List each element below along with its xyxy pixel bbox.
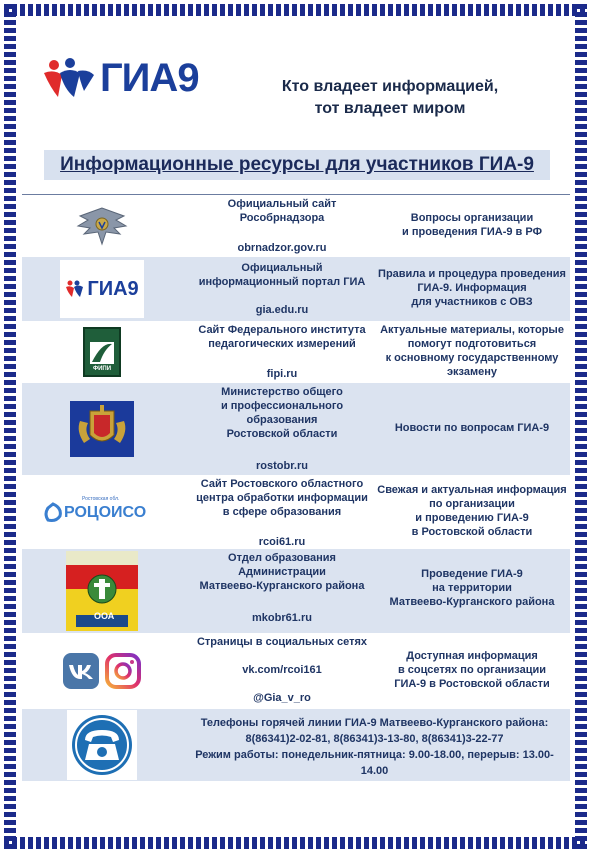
site-cell xyxy=(182,635,382,705)
description-line: к основному государственному xyxy=(385,352,559,364)
description-line: Вопросы организации xyxy=(410,212,534,224)
site-name-line: и профессионального xyxy=(220,400,344,412)
site-name-line: образования xyxy=(246,414,318,426)
site-name-line: центра обработки информации xyxy=(196,492,368,504)
gia9-logo-mark-icon xyxy=(40,57,98,101)
description-cell xyxy=(374,649,570,691)
instagram-icon[interactable] xyxy=(105,653,141,689)
description-cell xyxy=(374,421,570,435)
fipi-logo-mark-icon xyxy=(88,340,116,366)
table-row xyxy=(22,709,570,781)
site-name-line: Сайт Ростовского областного xyxy=(200,478,364,490)
rostov-coat-of-arms-icon xyxy=(70,401,134,457)
logo-cell xyxy=(22,549,182,633)
hotline-line: Режим работы: понедельник-пятница: 9.00-18.00, перерыв: 13.00- xyxy=(195,749,554,761)
site-cell xyxy=(182,323,382,381)
table-row xyxy=(22,549,570,633)
frame-bottom-border xyxy=(4,837,587,849)
site-cell xyxy=(182,551,382,625)
logo-cell xyxy=(22,475,182,549)
rcoi-logo-subtext: Ростовская обл. xyxy=(82,496,120,502)
description-cell xyxy=(374,483,570,539)
description-line: на территории xyxy=(432,582,512,594)
rcoi-logo xyxy=(42,492,162,532)
site-cell xyxy=(182,261,382,317)
slogan xyxy=(250,76,530,120)
description-line: и проведения ГИА-9 в РФ xyxy=(402,226,542,238)
frame-right-border xyxy=(575,4,587,849)
gia9-logo-text: ГИА9 xyxy=(100,56,199,100)
site-url-link[interactable]: mkobr61.ru xyxy=(252,612,312,624)
description-line: ГИА-9. Информация xyxy=(417,282,527,294)
description-cell xyxy=(374,567,570,609)
description-cell xyxy=(374,267,570,309)
description-line: в Ростовской области xyxy=(411,526,533,538)
table-row xyxy=(22,475,570,549)
vk-icon[interactable] xyxy=(63,653,99,689)
description-line: Новости по вопросам ГИА-9 xyxy=(394,422,550,434)
gia9-small-logo-mark-icon xyxy=(65,280,87,298)
description-line: в соцсетях по организации xyxy=(397,664,547,676)
site-name-line: Ростовской области xyxy=(226,428,338,440)
social-icons xyxy=(63,653,141,689)
site-name-line: Рособрнадзора xyxy=(239,212,325,224)
gia9-small-logo xyxy=(60,260,144,318)
site-url-link[interactable]: rostobr.ru xyxy=(256,460,308,472)
frame-top-border xyxy=(4,4,587,16)
site-name-line: Официальный сайт xyxy=(227,198,337,210)
table-row xyxy=(22,633,570,709)
site-name-line: Отдел образования xyxy=(228,552,336,564)
table-row xyxy=(22,383,570,475)
fipi-logo xyxy=(83,327,121,377)
hotline-phones[interactable]: 8(86341)2-02-81, 8(86341)3-13-80, 8(86341)3-22-77 xyxy=(245,733,504,745)
site-name-line: Официальный xyxy=(241,262,323,274)
site-name-line: Страницы в социальных сетях xyxy=(196,636,368,648)
site-name-line: Сайт Федерального института xyxy=(198,324,366,336)
table-row xyxy=(22,195,570,257)
rcoi-logo-mark-icon xyxy=(42,502,64,524)
description-line: экзамену xyxy=(446,366,498,378)
logo-cell xyxy=(22,195,182,257)
hotline-line: 14.00 xyxy=(360,765,389,777)
site-url-link[interactable]: gia.edu.ru xyxy=(255,304,309,316)
description-line: ГИА-9 в Ростовской области xyxy=(394,678,550,690)
gia9-logo xyxy=(40,56,199,101)
hotline-line: Телефоны горячей линии ГИА-9 Матвеево-Курганского района: xyxy=(200,717,549,729)
hotline-cell xyxy=(182,715,567,779)
site-name-line: педагогических измерений xyxy=(208,338,356,350)
fipi-logo-text: ФИПИ xyxy=(92,366,112,372)
logo-cell xyxy=(22,709,182,781)
table-row xyxy=(22,321,570,383)
phone-icon xyxy=(67,710,137,780)
rosobrnadzor-emblem-icon xyxy=(70,202,134,250)
resources-table xyxy=(22,194,570,780)
description-cell xyxy=(374,323,570,379)
logo-cell xyxy=(22,321,182,383)
description-line: для участников с ОВЗ xyxy=(411,296,533,308)
description-line: Матвеево-Курганского района xyxy=(389,596,555,608)
description-line: Свежая и актуальная информация xyxy=(377,484,567,496)
slogan-line: Кто владеет информацией, xyxy=(281,78,499,95)
site-cell xyxy=(182,477,382,549)
site-name-line: Министерство общего xyxy=(221,386,343,398)
vk-link[interactable]: vk.com/rcoi161 xyxy=(242,664,322,676)
site-name-line: в сфере образования xyxy=(222,506,342,518)
table-row xyxy=(22,257,570,321)
rcoi-logo-text: РОЦОИСО xyxy=(64,504,147,521)
description-line: Доступная информация xyxy=(406,650,538,662)
frame-left-border xyxy=(4,4,16,849)
site-name-line: Матвеево-Курганского района xyxy=(199,580,365,592)
gia9-small-logo-text: ГИА9 xyxy=(87,277,139,300)
description-line: по организации xyxy=(429,498,515,510)
logo-cell xyxy=(22,383,182,475)
site-cell xyxy=(182,197,382,255)
description-line: Правила и процедура проведения xyxy=(378,268,566,280)
site-name-line: информационный портал ГИА xyxy=(198,276,366,288)
site-url-link[interactable]: fipi.ru xyxy=(266,368,298,380)
description-cell xyxy=(374,211,570,239)
description-line: Проведение ГИА-9 xyxy=(421,568,523,580)
description-line: помогут подготовиться xyxy=(407,338,537,350)
slogan-line: тот владеет миром xyxy=(314,100,466,117)
site-cell xyxy=(182,385,382,473)
site-url-link[interactable]: obrnadzor.gov.ru xyxy=(237,242,327,254)
education-department-emblem-text: ООА xyxy=(94,611,115,621)
logo-cell xyxy=(22,633,182,709)
site-url-link[interactable]: rcoi61.ru xyxy=(258,536,306,548)
description-line: и проведению ГИА-9 xyxy=(415,512,529,524)
page-title: Информационные ресурсы для участников ГИА-9 xyxy=(44,150,550,180)
site-name-line: Администрации xyxy=(238,566,326,578)
description-line: Актуальные материалы, которые xyxy=(380,324,564,336)
logo-cell xyxy=(22,257,182,321)
instagram-link[interactable]: @Gia_v_ro xyxy=(253,692,311,704)
